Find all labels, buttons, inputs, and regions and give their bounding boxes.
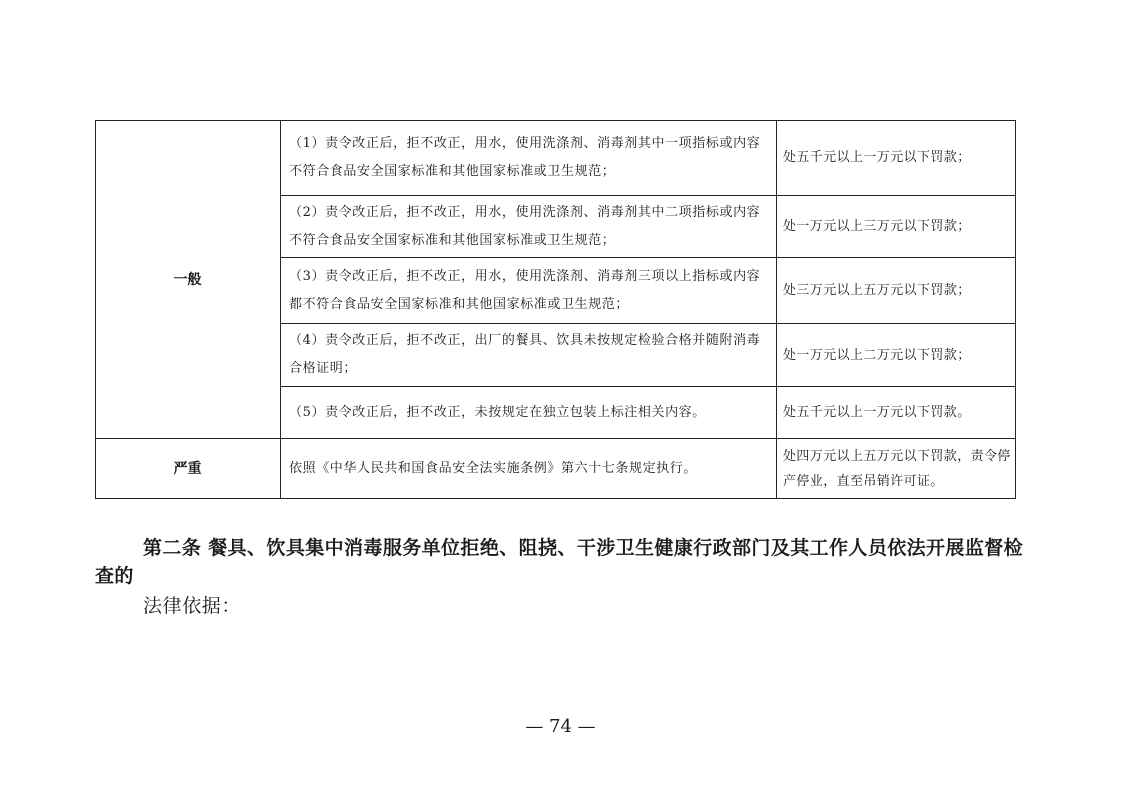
table-border-right <box>1015 120 1016 499</box>
violation-desc: （5）责令改正后，拒不改正，未按规定在独立包装上标注相关内容。 <box>289 404 706 420</box>
violation-desc: （3）责令改正后，拒不改正，用水，使用洗涤剂、消毒剂三项以上指标或内容都不符合食品安全国家标准和其他国家标准或卫生规范； <box>289 268 761 312</box>
article-heading: 第二条 餐具、饮具集中消毒服务单位拒绝、阻挠、干涉卫生健康行政部门及其工作人员依法开展监督检查的 <box>95 537 1024 587</box>
table-border-bottom <box>95 498 1016 499</box>
page-number: — 74 — <box>525 716 596 737</box>
legal-basis-label: 法律依据： <box>143 595 242 617</box>
penalty-cell: 处三万元以上五万元以下罚款； <box>783 283 971 298</box>
penalty-cell: 处一万元以上二万元以下罚款； <box>783 347 971 363</box>
level-label-serious: 严重 <box>173 461 202 477</box>
penalty-cell: 处四万元以上五万元以下罚款，责令停产停业，直至吊销许可证。 <box>783 448 1011 489</box>
violation-desc: （2）责令改正后，拒不改正，用水，使用洗涤剂、消毒剂其中二项指标或内容不符合食品安全国家标准和其他国家标准或卫生规范； <box>289 204 761 248</box>
level-label-general: 一般 <box>173 272 202 288</box>
penalty-cell: 处五千元以上一万元以下罚款； <box>783 150 971 165</box>
violation-desc: 依照《中华人民共和国食品安全法实施条例》第六十七条规定执行。 <box>289 460 698 476</box>
violation-desc: （4）责令改正后，拒不改正，出厂的餐具、饮具未按规定检验合格并随附消毒合格证明； <box>289 333 761 376</box>
penalty-table <box>95 120 1016 499</box>
penalty-cell: 处五千元以上一万元以下罚款。 <box>783 405 971 420</box>
penalty-cell: 处一万元以上三万元以下罚款； <box>783 219 971 234</box>
violation-desc: （1）责令改正后，拒不改正，用水，使用洗涤剂、消毒剂其中一项指标或内容不符合食品安全国家标准和其他国家标准或卫生规范； <box>289 135 761 179</box>
